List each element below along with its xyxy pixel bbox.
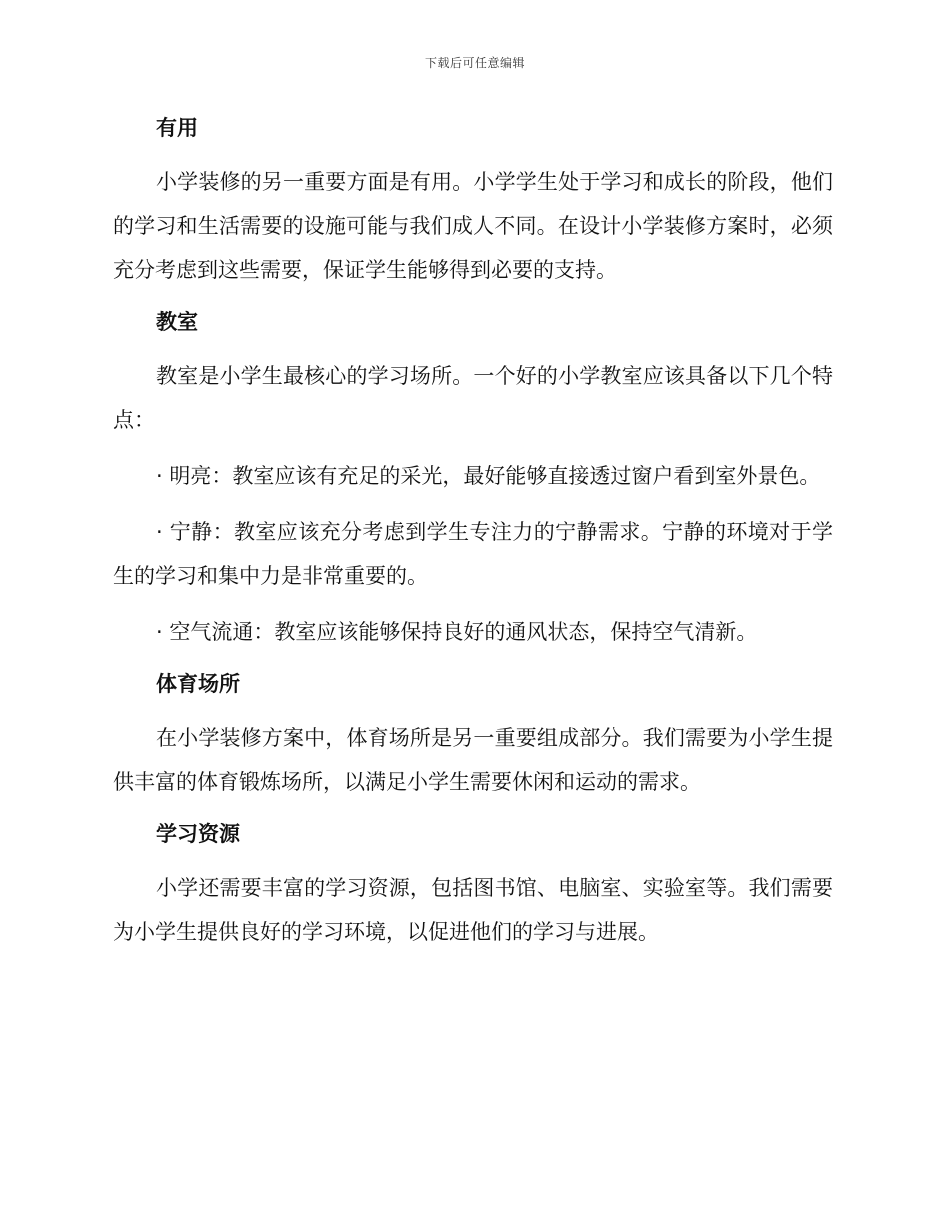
paragraph-sports: 在小学装修方案中，体育场所是另一重要组成部分。我们需要为小学生提供丰富的体育锻炼场所，以满足小学生需要休闲和运动的需求。 [113, 726, 833, 794]
paragraph-classroom: 教室是小学生最核心的学习场所。一个好的小学教室应该具备以下几个特点： [113, 364, 833, 432]
bullet-quiet: · 宁静：教室应该充分考虑到学生专注力的宁静需求。宁静的环境对于学生的学习和集中力是非常重要的。 [113, 520, 833, 588]
page-header-note: 下载后可任意编辑 [424, 56, 525, 70]
section-heading-useful: 有用 [156, 116, 198, 140]
bullet-bright: · 明亮：教室应该有充足的采光，最好能够直接透过窗户看到室外景色。 [156, 464, 821, 488]
section-heading-resources: 学习资源 [156, 822, 240, 846]
document-body [113, 110, 833, 954]
section-heading-sports: 体育场所 [156, 672, 240, 696]
section-heading-classroom: 教室 [156, 310, 198, 334]
paragraph-useful: 小学装修的另一重要方面是有用。小学学生处于学习和成长的阶段，他们的学习和生活需要的设施可能与我们成人不同。在设计小学装修方案时，必须充分考虑到这些需要，保证学生能够得到必要的支持。 [113, 170, 833, 282]
bullet-ventilation: · 空气流通：教室应该能够保持良好的通风状态，保持空气清新。 [156, 620, 758, 644]
paragraph-resources: 小学还需要丰富的学习资源，包括图书馆、电脑室、实验室等。我们需要为小学生提供良好的学习环境，以促进他们的学习与进展。 [113, 876, 833, 944]
